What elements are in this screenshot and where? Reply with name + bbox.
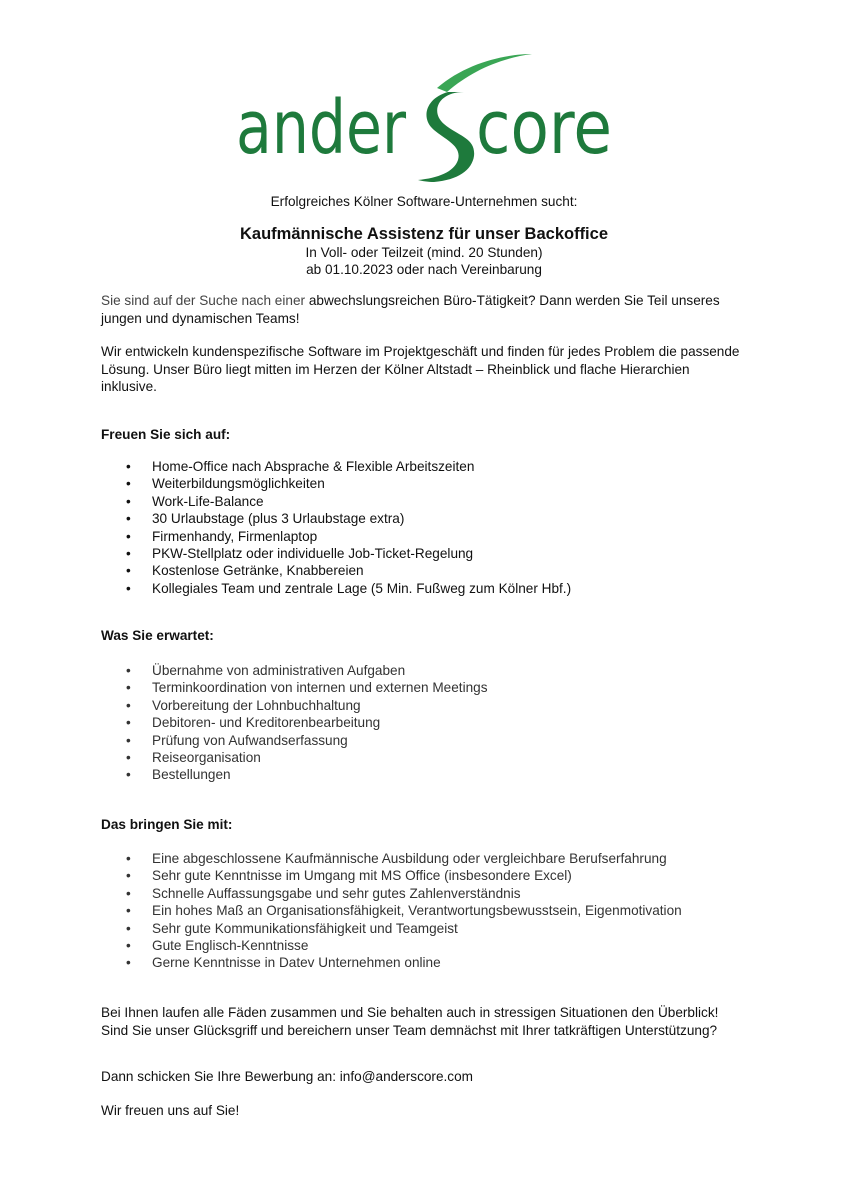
list-item: • Kollegiales Team und zentrale Lage (5 Min. Fußweg zum Kölner Hbf.) bbox=[101, 580, 801, 597]
intro-paragraph bbox=[101, 292, 741, 327]
logo-text-core: core bbox=[476, 85, 612, 171]
anderscore-logo-graphic bbox=[232, 48, 616, 188]
list-item: • Bestellungen bbox=[101, 766, 801, 783]
intro-paragraph-part2: abwechslungsreichen Büro-Tätigkeit? Dann werden Sie Teil unseres jungen und dynamischen Teams! bbox=[101, 293, 720, 326]
start-date: ab 01.10.2023 oder nach Vereinbarung bbox=[306, 262, 542, 277]
requirements-list bbox=[101, 850, 801, 972]
list-item: • Sehr gute Kenntnisse im Umgang mit MS Office (insbesondere Excel) bbox=[101, 867, 801, 884]
contact-line: Dann schicken Sie Ihre Bewerbung an: info@anderscore.com bbox=[101, 1069, 473, 1084]
list-item: • Terminkoordination von internen und externen Meetings bbox=[101, 679, 801, 696]
employment-type: In Voll- oder Teilzeit (mind. 20 Stunden) bbox=[305, 245, 543, 260]
list-item: • PKW-Stellplatz oder individuelle Job-Ticket-Regelung bbox=[101, 545, 801, 562]
requirements-heading: Das bringen Sie mit: bbox=[101, 817, 233, 832]
list-item: • Kostenlose Getränke, Knabbereien bbox=[101, 562, 801, 579]
list-item: • Schnelle Auffassungsgabe und sehr gutes Zahlenverständnis bbox=[101, 885, 801, 902]
list-item: • Sehr gute Kommunikationsfähigkeit und Teamgeist bbox=[101, 920, 801, 937]
job-title: Kaufmännische Assistenz für unser Backoffice bbox=[240, 225, 608, 243]
list-item: • 30 Urlaubstage (plus 3 Urlaubstage extra) bbox=[101, 510, 801, 527]
list-item: • Debitoren- und Kreditorenbearbeitung bbox=[101, 714, 801, 731]
company-paragraph: Wir entwickeln kundenspezifische Software im Projektgeschäft und finden für jedes Problem die passende Lösung. Unser Büro liegt mitten im Herzen der Kölner Altstadt – Rheinblick und flache Hierarchien inklusive. bbox=[101, 344, 740, 394]
logo-s-stroke bbox=[418, 92, 474, 182]
closing-paragraph: Bei Ihnen laufen alle Fäden zusammen und Sie behalten auch in stressigen Situationen den Überblick! Sind Sie unser Glücksgriff und bereichern unser Team demnächst mit Ihrer tatkräftigen Unterstützung? bbox=[101, 1005, 719, 1038]
benefits-heading: Freuen Sie sich auf: bbox=[101, 427, 231, 442]
list-item: • Übernahme von administrativen Aufgaben bbox=[101, 662, 801, 679]
benefits-list bbox=[101, 458, 801, 597]
list-item: • Weiterbildungsmöglichkeiten bbox=[101, 475, 801, 492]
tasks-list bbox=[101, 662, 801, 784]
list-item: • Vorbereitung der Lohnbuchhaltung bbox=[101, 697, 801, 714]
list-item: • Home-Office nach Absprache & Flexible Arbeitszeiten bbox=[101, 458, 801, 475]
list-item: • Firmenhandy, Firmenlaptop bbox=[101, 528, 801, 545]
intro-line: Erfolgreiches Kölner Software-Unternehmen sucht: bbox=[270, 194, 578, 209]
list-item: • Eine abgeschlossene Kaufmännische Ausbildung oder vergleichbare Berufserfahrung bbox=[101, 850, 801, 867]
logo-text-ander: ander bbox=[236, 85, 407, 171]
sign-off: Wir freuen uns auf Sie! bbox=[101, 1103, 240, 1118]
list-item: • Work-Life-Balance bbox=[101, 493, 801, 510]
list-item: • Gute Englisch-Kenntnisse bbox=[101, 937, 801, 954]
company-logo bbox=[232, 48, 616, 188]
list-item: • Gerne Kenntnisse in Datev Unternehmen online bbox=[101, 954, 801, 971]
list-item: • Prüfung von Aufwandserfassung bbox=[101, 732, 801, 749]
tasks-heading: Was Sie erwartet: bbox=[101, 628, 214, 643]
list-item: • Ein hohes Maß an Organisationsfähigkeit, Verantwortungsbewusstsein, Eigenmotivation bbox=[101, 902, 801, 919]
list-item: • Reiseorganisation bbox=[101, 749, 801, 766]
intro-paragraph-part1: Sie sind auf der Suche nach einer bbox=[101, 293, 309, 308]
